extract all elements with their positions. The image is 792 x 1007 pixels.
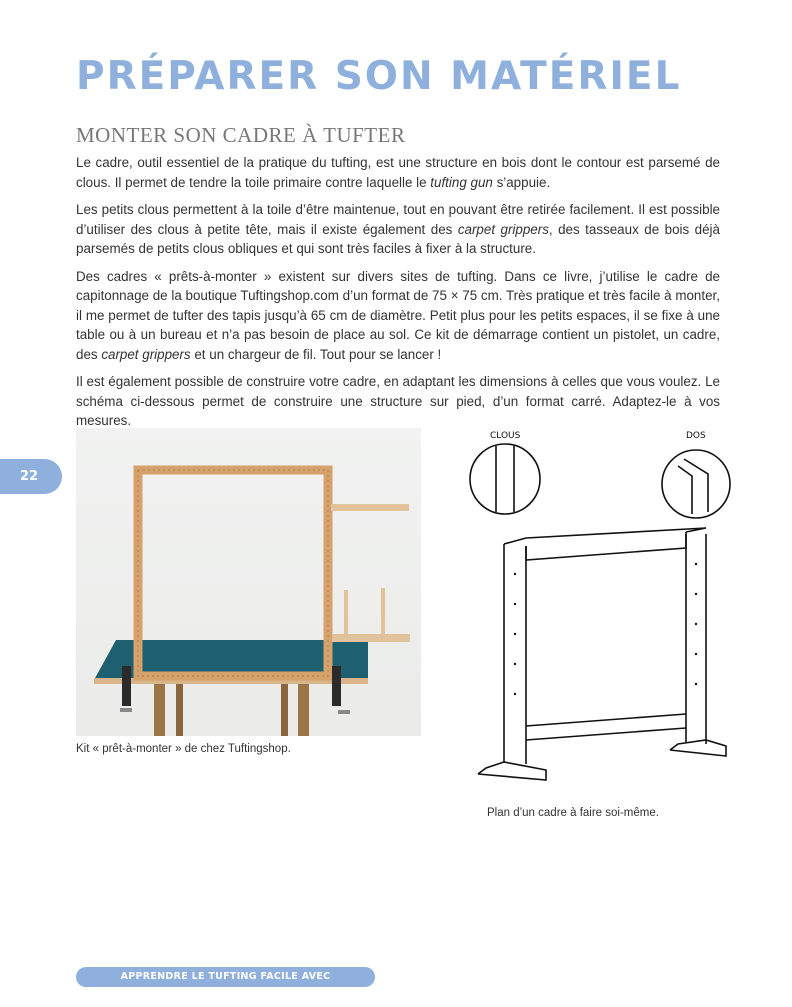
table-leg (281, 680, 288, 736)
italic-term: carpet grippers (101, 346, 191, 362)
table-leg (298, 678, 309, 736)
clamp (332, 666, 341, 706)
table-leg (154, 678, 165, 736)
frame-photo-illustration (76, 428, 421, 736)
text-run: Il est également possible de construire votre cadre, en adaptant les dimensions à celles que vous voulez. Le schéma ci-dessous permet de construire une structure sur pied, d’un format carré. Adaptez-le à vos mesures. (76, 374, 720, 428)
text-run: s’appuie. (492, 174, 551, 190)
italic-term: carpet grippers (457, 221, 549, 237)
back-detail-line (684, 459, 708, 512)
paragraph-3 (76, 267, 720, 365)
footer-banner: APPRENDRE LE TUFTING FACILE AVEC CREAPASSIONS.COM (76, 967, 375, 987)
foot-right (670, 740, 726, 756)
page-title: PRÉPARER SON MATÉRIEL (76, 54, 682, 99)
clamp-screw (120, 708, 132, 712)
text-run: Les petits clous permettent à la toile d’être maintenue, tout en pouvant être retirée facilement. Il est possible d’utiliser des clous à petite tête, mais il existe également des (76, 202, 720, 237)
nail-dot (695, 623, 697, 625)
body-text (76, 153, 720, 439)
diagram-label-dos: DOS (686, 431, 706, 441)
frame-bottom-bar (526, 728, 686, 740)
table-leg (176, 680, 183, 736)
text-run: et un chargeur de fil. Tout pour se lancer ! (190, 346, 442, 362)
foot-left (478, 762, 546, 780)
frame-photo (76, 428, 421, 736)
nail-dot (514, 573, 516, 575)
frame-top-bar (526, 534, 686, 560)
nail-dot (514, 693, 516, 695)
photo-caption: Kit « prêt-à-monter » de chez Tuftingshop. (76, 743, 291, 755)
nail-dot (514, 663, 516, 665)
spool-peg (344, 590, 348, 636)
paragraph-1 (76, 153, 720, 192)
page-number-tab: 22 (0, 459, 62, 494)
diagram-label-clous: CLOUS (490, 431, 521, 441)
diagram-caption: Plan d’un cadre à faire soi-même. (487, 807, 659, 819)
text-run: , des tasseaux de bois déjà parsemés de petits clous obliques et qui sont très faciles à fixer à la structure. (76, 221, 720, 256)
frame-bottom-bar (526, 714, 686, 726)
clamp-screw (338, 710, 350, 714)
frame-top-bar (504, 528, 706, 544)
back-detail-circle (662, 450, 730, 518)
clamp (122, 666, 131, 706)
frame-diagram (456, 424, 746, 784)
nails-detail-circle (470, 444, 540, 514)
text-run: Des cadres « prêts-à-monter » existent sur divers sites de tufting. Dans ce livre, j’utilise le cadre de capitonnage de la boutique Tuftingshop.com d’un format de 75 × 75 cm. Très pratique et très facile à monter, il me permet de tufter des tapis jusqu’à 65 cm de diamètre. Petit plus pour les petits espaces, il se fixe à une table ou à un bureau et n’a pas besoin de place au sol. Ce kit de démarrage contient un pistolet, un cadre, des (76, 268, 720, 362)
nail-dot (514, 633, 516, 635)
spool-peg (381, 588, 385, 636)
text-run: Le cadre, outil essentiel de la pratique du tufting, est une structure en bois dont le contour est parsemé de clous. Il permet de tendre la toile primaire contre laquelle le (76, 155, 720, 190)
yarn-arm-top (331, 504, 409, 511)
paragraph-2 (76, 200, 720, 259)
nail-dot (695, 683, 697, 685)
paragraph-4 (76, 372, 720, 431)
nail-dot (695, 563, 697, 565)
back-detail-line (678, 466, 692, 514)
section-subtitle: MONTER SON CADRE À TUFTER (76, 123, 406, 147)
yarn-arm-bottom (332, 634, 410, 642)
nail-dot (695, 593, 697, 595)
italic-term: tufting gun (430, 174, 493, 190)
nail-dot (695, 653, 697, 655)
nail-dot (514, 603, 516, 605)
